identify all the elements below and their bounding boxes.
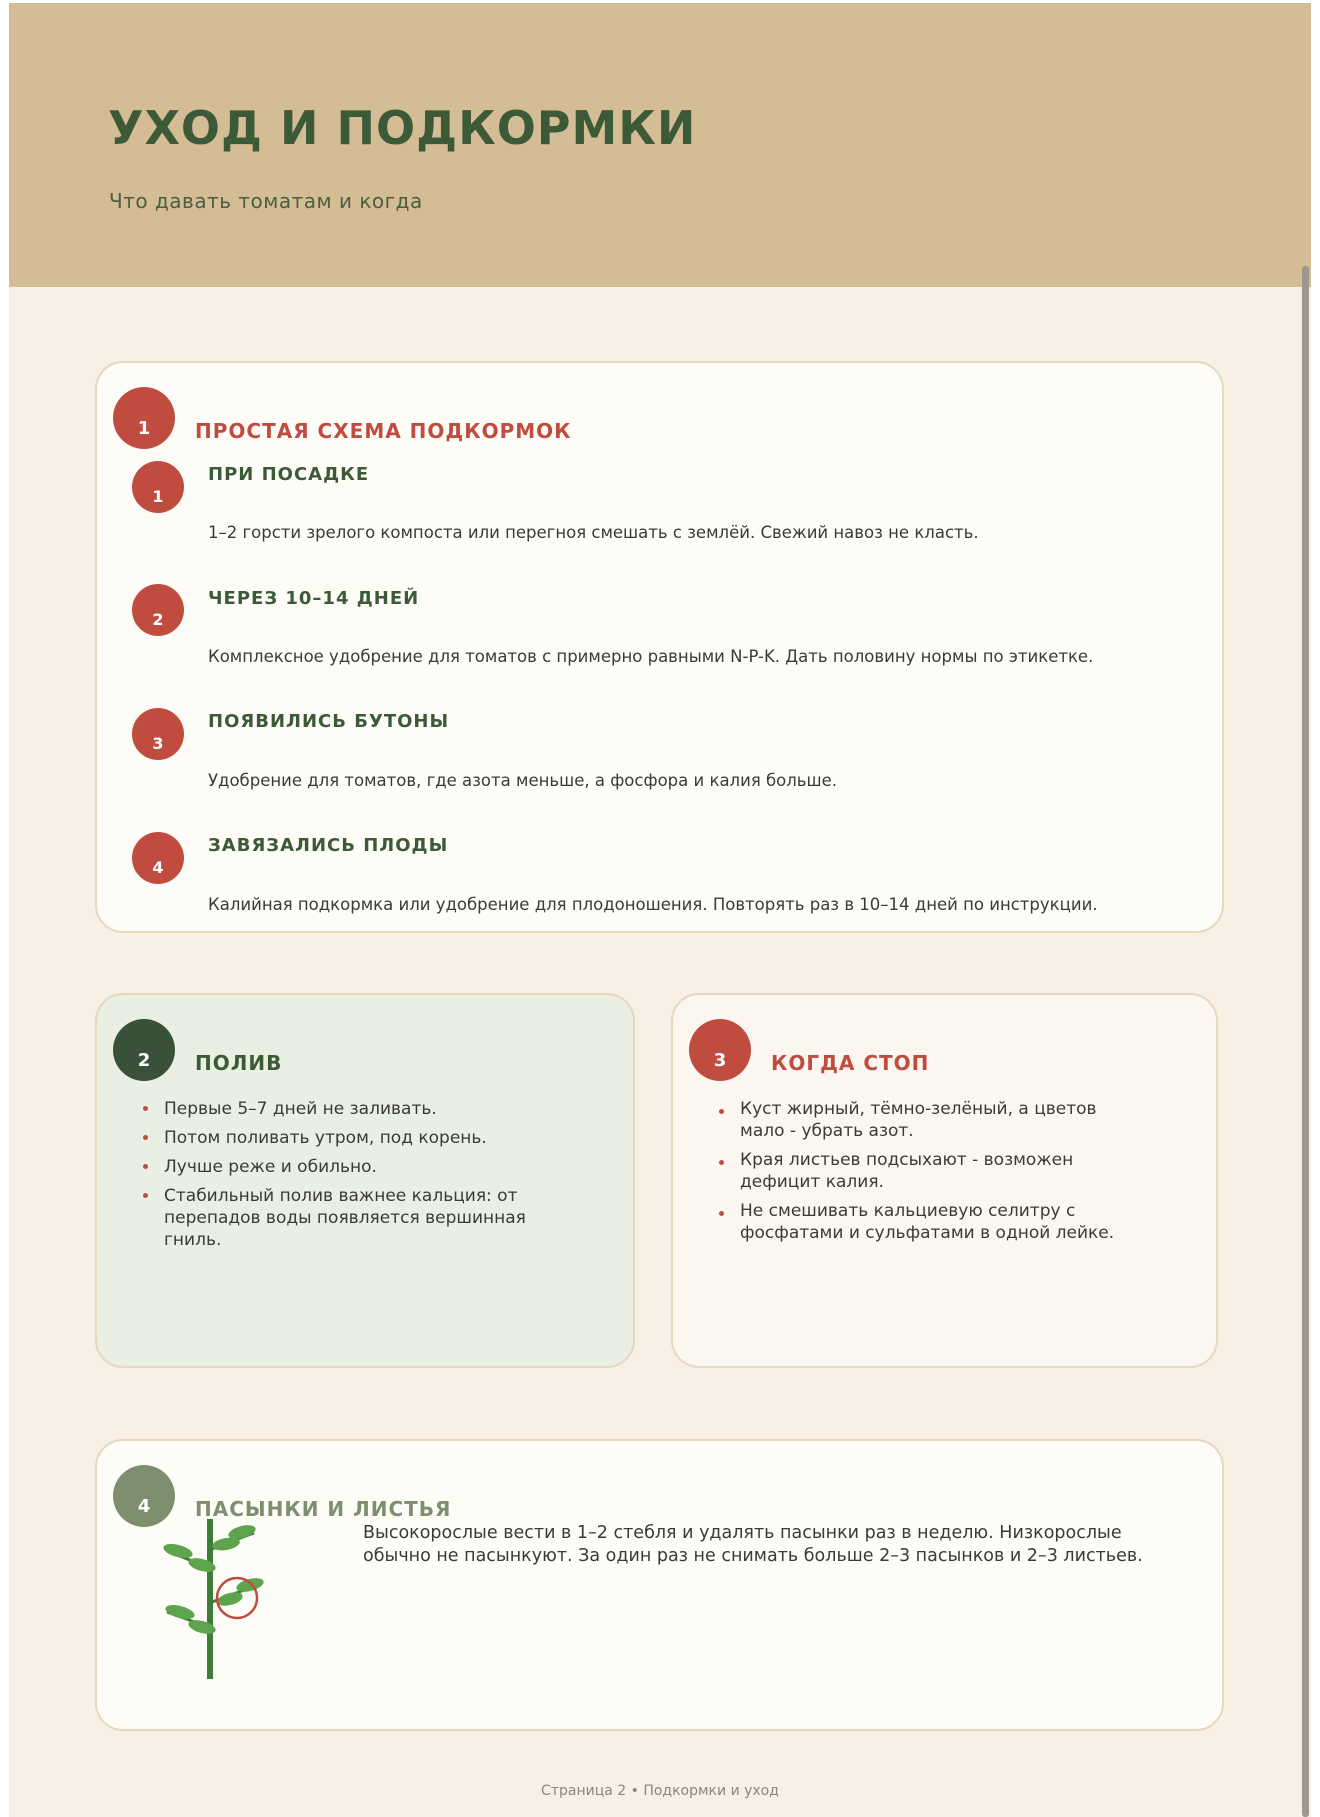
tomato-plant-illustration: [162, 1507, 292, 1687]
list-item: [164, 1185, 574, 1251]
section-number-badge: 4: [113, 1465, 175, 1527]
section-number-badge: 1: [113, 387, 175, 449]
list-item-text: Края листьев подсыхают - возможен дефицит калия.: [740, 1150, 1074, 1192]
list-item: [740, 1098, 1140, 1142]
pinching-card: [95, 1439, 1224, 1731]
list-item: [164, 1098, 574, 1120]
page-header: [9, 3, 1311, 287]
section-title: ПОЛИВ: [195, 1051, 283, 1075]
leaf-icon: [162, 1541, 194, 1560]
step-title: ПРИ ПОСАДКЕ: [208, 464, 370, 485]
plant-stem: [207, 1519, 213, 1679]
bullet-dot: [143, 1106, 148, 1111]
stop-list: [740, 1098, 1140, 1251]
leaf-icon: [164, 1602, 196, 1621]
page-title: УХОД И ПОДКОРМКИ: [108, 101, 697, 155]
list-item: [164, 1127, 574, 1149]
section-number-badge: 3: [689, 1019, 751, 1081]
page-subtitle: Что давать томатам и когда: [109, 189, 423, 213]
feeding-scheme-card: [95, 361, 1224, 933]
bullet-dot: [143, 1193, 148, 1198]
watering-list: [164, 1098, 574, 1258]
step-text: Калийная подкормка или удобрение для плодоношения. Повторять раз в 10–14 дней по инструкции.: [208, 895, 1098, 914]
section-title: ПАСЫНКИ И ЛИСТЬЯ: [195, 1497, 452, 1521]
list-item: [740, 1149, 1140, 1193]
step-text: 1–2 горсти зрелого компоста или перегноя смешать с землёй. Свежий навоз не класть.: [208, 523, 979, 542]
list-item: [164, 1156, 574, 1178]
list-item: [740, 1200, 1140, 1244]
step-title: ЧЕРЕЗ 10–14 ДНЕЙ: [208, 588, 420, 609]
bullet-dot: [719, 1109, 724, 1114]
list-item-text: Лучше реже и обильно.: [164, 1157, 377, 1177]
step-text: Удобрение для томатов, где азота меньше, а фосфора и калия больше.: [208, 771, 838, 790]
step-text: Комплексное удобрение для томатов с примерно равными N-P-K. Дать половину нормы по этикетке.: [208, 647, 1094, 666]
list-item-text: Стабильный полив важнее кальция: от перепадов воды появляется вершинная гниль.: [164, 1186, 526, 1250]
bullet-dot: [143, 1135, 148, 1140]
section-number-badge: 2: [113, 1019, 175, 1081]
step-number-badge: 1: [132, 461, 184, 513]
page: [9, 3, 1311, 1817]
bullet-dot: [719, 1211, 724, 1216]
list-item-text: Не смешивать кальциевую селитру с фосфатами и сульфатами в одной лейке.: [740, 1201, 1115, 1243]
scrollbar[interactable]: [1302, 266, 1309, 1817]
section-title: ПРОСТАЯ СХЕМА ПОДКОРМОК: [195, 419, 572, 443]
when-to-stop-card: [671, 993, 1218, 1368]
bullet-dot: [719, 1160, 724, 1165]
pinching-text: Высокорослые вести в 1–2 стебля и удалять пасынки раз в неделю. Низкорослые обычно не пасынкуют. За один раз не снимать больше 2–3 пасынков и 2–3 листьев.: [363, 1523, 1143, 1566]
step-number-badge: 2: [132, 584, 184, 636]
step-title: ЗАВЯЗАЛИСЬ ПЛОДЫ: [208, 835, 449, 856]
step-title: ПОЯВИЛИСЬ БУТОНЫ: [208, 711, 450, 732]
step-number-badge: 4: [132, 832, 184, 884]
list-item-text: Потом поливать утром, под корень.: [164, 1128, 487, 1148]
page-footer: Страница 2 • Подкормки и уход: [541, 1783, 779, 1799]
section-title: КОГДА СТОП: [771, 1051, 930, 1075]
list-item-text: Куст жирный, тёмно-зелёный, а цветов мало - убрать азот.: [740, 1099, 1097, 1141]
watering-card: [95, 993, 635, 1368]
list-item-text: Первые 5–7 дней не заливать.: [164, 1099, 437, 1119]
bullet-dot: [143, 1164, 148, 1169]
step-number-badge: 3: [132, 708, 184, 760]
